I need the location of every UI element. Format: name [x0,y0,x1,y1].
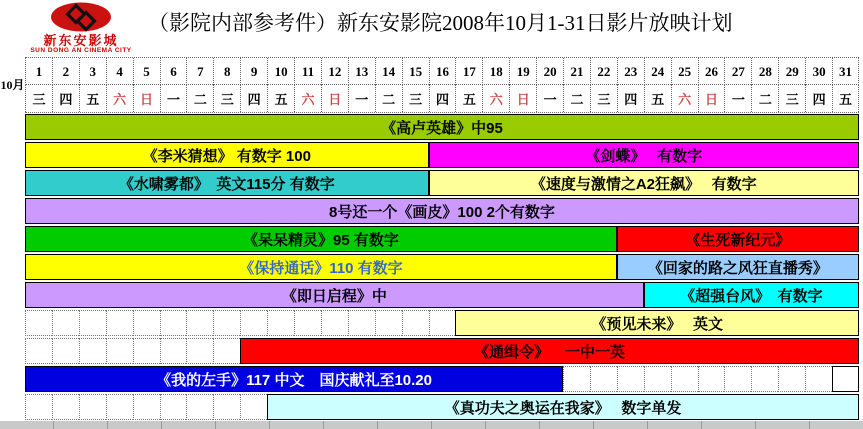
calendar-day-cell: 23 [617,58,644,85]
empty-day-cell [617,366,644,392]
calendar-day-cell: 26 [698,58,725,85]
empty-day-cell [25,338,52,364]
movie-bar: 8号还一个《画皮》100 2个有数字 [25,198,859,224]
calendar-weekday-cell: 五 [832,85,859,112]
empty-day-cell [133,310,160,336]
empty-day-cell [160,394,187,420]
empty-day-cell [25,394,52,420]
calendar-day-cell: 21 [563,58,590,85]
calendar-day-cell: 4 [106,58,133,85]
calendar-weekday-cell: 五 [455,85,482,112]
movie-bar: 《剑蝶》 有数字 [429,142,859,168]
cinema-logo [18,2,144,56]
movie-bar: 《水啸雾都》 英文115分 有数字 [25,170,429,196]
empty-day-cell [805,366,832,392]
empty-day-cell [590,366,617,392]
calendar-day-cell: 20 [536,58,563,85]
empty-day-cell [52,338,79,364]
calendar-weekday-cell: 四 [429,85,456,112]
calendar-weekday-cell: 五 [79,85,106,112]
calendar-weekday-cell: 二 [563,85,590,112]
movie-bar: 《保持通话》110 有数字 [25,254,617,280]
empty-day-cell [186,394,213,420]
calendar-day-cell: 2 [52,58,79,85]
empty-day-cell [106,394,133,420]
calendar-weekday-cell: 六 [294,85,321,112]
movie-bar: 《通缉令》 一中一英 [240,338,859,364]
calendar-weekday-cell: 五 [267,85,294,112]
calendar-day-cell: 12 [321,58,348,85]
empty-day-cell [79,394,106,420]
calendar-weekday-cell: 日 [321,85,348,112]
weekday-header-row [25,84,859,113]
empty-day-cell [402,310,429,336]
calendar-weekday-cell: 二 [751,85,778,112]
movie-bar: 《我的左手》117 中文 国庆献礼至10.20 [25,366,563,392]
empty-day-cell [698,366,725,392]
calendar-weekday-cell: 三 [402,85,429,112]
logo-name-cn: 新东安影城 [43,33,119,48]
calendar-day-cell: 27 [724,58,751,85]
empty-day-cell [133,394,160,420]
calendar-day-cell: 14 [375,58,402,85]
empty-day-cell [240,310,267,336]
calendar-weekday-cell: 六 [482,85,509,112]
empty-day-cell [213,310,240,336]
empty-day-cell [52,310,79,336]
calendar-weekday-cell: 一 [724,85,751,112]
calendar-weekday-cell: 三 [25,85,52,112]
calendar-day-cell: 5 [133,58,160,85]
calendar-day-cell: 24 [644,58,671,85]
calendar-weekday-cell: 三 [590,85,617,112]
empty-day-cell [644,366,671,392]
date-header-row [25,57,859,85]
calendar-day-cell: 15 [402,58,429,85]
empty-day-cell [79,338,106,364]
empty-day-cell [79,310,106,336]
empty-day-cell [348,310,375,336]
calendar-weekday-cell: 三 [213,85,240,112]
movie-bar: 《生死新纪元》 [617,226,859,252]
calendar-day-cell: 9 [240,58,267,85]
page-title: （影院内部参考件）新东安影院2008年10月1-31日影片放映计划 [148,11,733,35]
calendar-day-cell: 31 [832,58,859,85]
calendar-weekday-cell: 一 [536,85,563,112]
empty-day-cell [213,394,240,420]
month-label: 10月 [0,77,25,92]
calendar-weekday-cell: 日 [698,85,725,112]
calendar-weekday-cell: 三 [778,85,805,112]
calendar-day-cell: 22 [590,58,617,85]
calendar-weekday-cell: 四 [805,85,832,112]
calendar-weekday-cell: 四 [240,85,267,112]
calendar-day-cell: 28 [751,58,778,85]
empty-day-cell [240,394,267,420]
calendar-day-cell: 30 [805,58,832,85]
movie-bar: 《即日启程》中 [25,282,644,308]
calendar-weekday-cell: 六 [671,85,698,112]
calendar-day-cell: 17 [455,58,482,85]
calendar-day-cell: 18 [482,58,509,85]
empty-day-cell [563,366,590,392]
calendar-day-cell: 13 [348,58,375,85]
movie-bar: 《李米猜想》 有数字 100 [25,142,429,168]
calendar-weekday-cell: 五 [644,85,671,112]
sheet-footer-strip [0,421,863,429]
empty-day-cell [429,310,456,336]
empty-day-cell [106,310,133,336]
calendar-day-cell: 8 [213,58,240,85]
calendar-day-cell: 1 [25,58,52,85]
movie-bar: 《超强台风》 有数字 [644,282,859,308]
calendar-day-cell: 7 [186,58,213,85]
calendar-day-cell: 10 [267,58,294,85]
calendar-day-cell: 25 [671,58,698,85]
empty-day-cell [25,310,52,336]
empty-day-cell [186,310,213,336]
empty-day-cell [133,338,160,364]
movie-bar: 《高卢英雄》中95 [25,114,859,140]
movie-bar: 《预见未来》 英文 [455,310,859,336]
calendar-day-cell: 29 [778,58,805,85]
calendar-weekday-cell: 一 [348,85,375,112]
empty-day-cell [294,310,321,336]
calendar-weekday-cell: 一 [160,85,187,112]
movie-bar: 《呆呆精灵》95 有数字 [25,226,617,252]
calendar-weekday-cell: 四 [52,85,79,112]
empty-day-cell [160,338,187,364]
movie-bar: 《速度与激情之A2狂飙》 有数字 [429,170,859,196]
calendar-day-cell: 16 [429,58,456,85]
empty-day-cell [724,366,751,392]
empty-day-cell [832,366,859,392]
calendar-weekday-cell: 日 [133,85,160,112]
calendar-weekday-cell: 四 [617,85,644,112]
empty-day-cell [186,338,213,364]
empty-day-cell [160,310,187,336]
empty-day-cell [375,310,402,336]
calendar-day-cell: 6 [160,58,187,85]
empty-day-cell [213,338,240,364]
calendar-weekday-cell: 六 [106,85,133,112]
empty-day-cell [52,394,79,420]
calendar-weekday-cell: 二 [186,85,213,112]
logo-name-en: SUN DONG AN CINEMA CITY [30,47,132,54]
calendar-day-cell: 3 [79,58,106,85]
calendar-day-cell: 19 [509,58,536,85]
empty-day-cell [751,366,778,392]
calendar-day-cell: 11 [294,58,321,85]
empty-day-cell [778,366,805,392]
movie-bar: 《真功夫之奥运在我家》 数字单发 [267,394,859,420]
empty-day-cell [267,310,294,336]
calendar-weekday-cell: 二 [375,85,402,112]
calendar-weekday-cell: 日 [509,85,536,112]
movie-bar: 《回家的路之风狂直播秀》 [617,254,859,280]
logo-emblem-icon [50,2,112,34]
empty-day-cell [671,366,698,392]
empty-day-cell [321,310,348,336]
empty-day-cell [106,338,133,364]
